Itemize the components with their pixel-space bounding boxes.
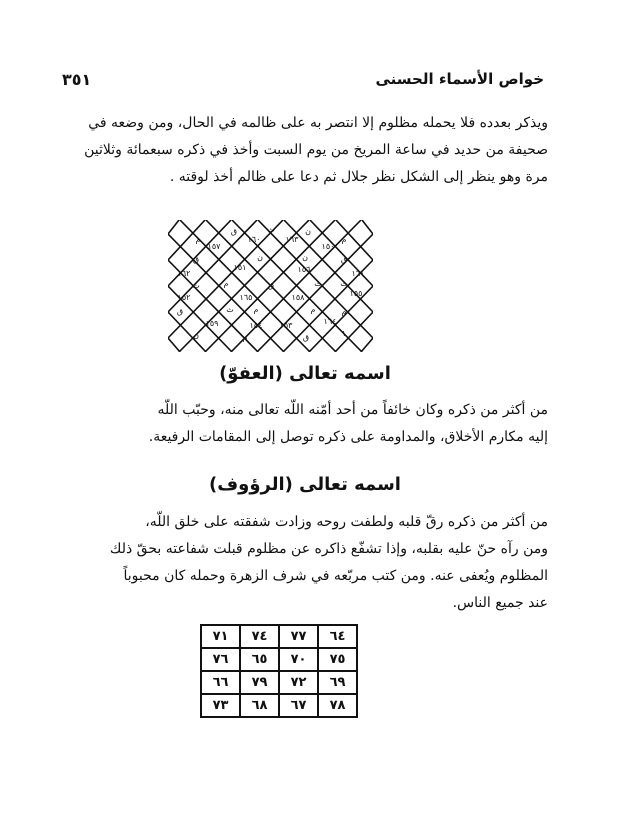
- table-cell: ٧٩: [240, 671, 279, 694]
- section-heading-ar-raouf: اسمه تعالى (الرؤوف): [209, 474, 401, 495]
- diamond-cell: م: [242, 333, 248, 342]
- table-cell: ٧٠: [279, 648, 318, 671]
- text-line: من أكثر من ذكره وكان خائفاً من أحد أمّنه اللّه تعالى منه، وحبّب اللّه: [157, 402, 548, 418]
- diamond-cell: م: [341, 307, 347, 316]
- table-row: [201, 671, 357, 694]
- diamond-cell: م: [253, 305, 259, 314]
- diamond-cell: ١٥٢: [177, 293, 191, 302]
- diamond-cell: ١٥٠: [321, 242, 335, 251]
- text-line: إليه مكارم الأخلاق، والمداومة على ذكره توصل إلى المقامات الرفيعة.: [148, 429, 548, 445]
- text-line: من أكثر من ذكره رقّ قلبه ولطفت روحه وزادت شفقته على خلق اللّه،: [145, 514, 548, 530]
- text-line: ومن رآه حنّ عليه بقلبه، وإذا تشفّع ذاكره عن مظلوم قبلت شفاعته بحقّ ذلك: [109, 541, 548, 557]
- diamond-cell: ن: [193, 331, 199, 340]
- table-row: [201, 625, 357, 648]
- text-line: مرة وهو ينظر إلى الشكل نظر جلال ثم دعا على ظالم أخذ لوقته .: [169, 169, 548, 185]
- diamond-cell: ١٥٥: [349, 289, 363, 298]
- diamond-cell: ث: [267, 225, 275, 234]
- diamond-cell: ١٥٤: [249, 321, 263, 330]
- table-cell: ٧٧: [279, 625, 318, 648]
- diamond-cell: ١٥٩: [205, 319, 219, 328]
- magic-square-table: [200, 624, 358, 718]
- ar-raouf-paragraph: [62, 509, 548, 617]
- diamond-cell: ق: [267, 281, 275, 290]
- table-row: [201, 648, 357, 671]
- text-line: صحيفة من حديد في ساعة المريخ من يوم السبت وأخذ في ذكره سبعمائة وثلاثين: [84, 142, 548, 158]
- intro-paragraph: [62, 110, 548, 191]
- al-afuw-paragraph: [62, 397, 548, 451]
- diamond-cell: ١٦٢: [177, 269, 191, 278]
- diamond-cell: ١٦١: [351, 269, 365, 278]
- diamond-cell: ق: [192, 255, 200, 264]
- table-cell: ٧٦: [201, 648, 240, 671]
- diamond-figure: [168, 220, 373, 352]
- page-header: [62, 70, 544, 96]
- diamond-cell: ث: [226, 305, 234, 314]
- diamond-cell: ١٦٣: [285, 235, 299, 244]
- diamond-cell: ١٥٦: [297, 265, 311, 274]
- diamond-cell: ١٦٠: [247, 235, 261, 244]
- diamond-cell: ق: [176, 307, 184, 316]
- diamond-cell: ق: [340, 255, 348, 264]
- table-cell: ٧٢: [279, 671, 318, 694]
- diamond-cell: م: [223, 279, 229, 288]
- section-heading-al-afuw: اسمه تعالى (العفوّ): [219, 363, 391, 384]
- diamond-cell: ق: [302, 333, 310, 342]
- diamond-cell: ١٥٧: [207, 242, 221, 251]
- diamond-cell: ١: [341, 329, 347, 338]
- table-cell: ٦٤: [318, 625, 357, 648]
- diamond-cell: ق: [230, 227, 238, 236]
- page-number: ٣٥١: [62, 70, 92, 89]
- table-cell: ٦٧: [279, 694, 318, 717]
- table-cell: ٧٥: [318, 648, 357, 671]
- table-cell: ٦٦: [201, 671, 240, 694]
- diamond-cell: م: [341, 235, 347, 244]
- diamond-cell: ١٦٤: [323, 317, 337, 326]
- table-cell: ٧٨: [318, 694, 357, 717]
- text-line: المظلوم ويُعفى عنه. ومن كتب مربّعه في شرف الزهرة وحمله كان محبوباً: [123, 568, 548, 584]
- table-cell: ٧٤: [240, 625, 279, 648]
- diamond-cell: ١٥٣: [279, 321, 293, 330]
- table-cell: ٦٨: [240, 694, 279, 717]
- table-row: [201, 694, 357, 717]
- diamond-cell: ث: [314, 279, 322, 288]
- text-line: عند جميع الناس.: [452, 595, 548, 611]
- diamond-cell: م: [195, 235, 201, 244]
- diamond-cell: ن: [305, 227, 311, 236]
- table-cell: ٦٩: [318, 671, 357, 694]
- diamond-cell: ن: [302, 253, 308, 262]
- diamond-cell: ث: [340, 279, 348, 288]
- diamond-cell: ١٦٥: [239, 293, 253, 302]
- diamond-cell: م: [310, 305, 316, 314]
- diamond-cell: ١٥٨: [291, 293, 305, 302]
- diamond-cell: ١٥١: [233, 263, 247, 272]
- text-line: ويذكر بعدده فلا يحمله مظلوم إلا انتصر به على ظالمه في الحال، ومن وضعه في: [88, 115, 548, 131]
- diamond-cell: ن: [257, 253, 263, 262]
- page-title: خواص الأسماء الحسنى: [375, 70, 544, 88]
- diamond-cell: ث: [192, 281, 200, 290]
- table-cell: ٧٣: [201, 694, 240, 717]
- table-cell: ٦٥: [240, 648, 279, 671]
- table-cell: ٧١: [201, 625, 240, 648]
